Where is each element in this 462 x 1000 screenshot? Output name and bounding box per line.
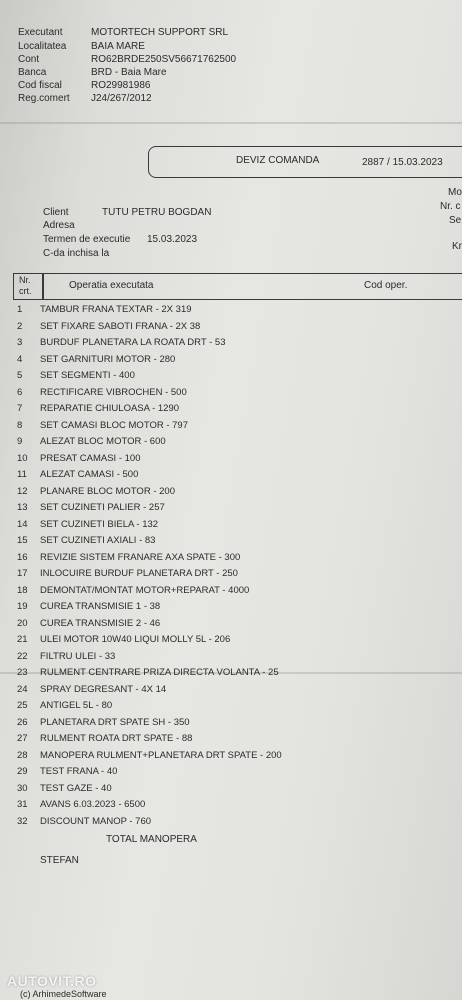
row-operation: PLANETARA DRT SPATE SH - 350: [40, 716, 190, 728]
row-number: 14: [17, 518, 28, 530]
table-row: [0, 684, 462, 698]
row-number: 8: [17, 419, 23, 431]
row-operation: RECTIFICARE VIBROCHEN - 500: [40, 386, 187, 398]
row-operation: ALEZAT CAMASI - 500: [40, 469, 139, 480]
col-nr-label: crt.: [19, 286, 32, 296]
row-number: 29: [17, 766, 28, 777]
table-row: [0, 321, 462, 335]
table-row: [0, 733, 462, 747]
row-number: 3: [17, 337, 23, 348]
issuer-value: BAIA MARE: [91, 41, 145, 52]
issuer-value: J24/267/2012: [91, 93, 152, 104]
client-label: Client: [43, 207, 69, 218]
row-number: 22: [17, 650, 28, 662]
row-operation: FILTRU ULEI - 33: [40, 650, 116, 662]
row-operation: RULMENT ROATA DRT SPATE - 88: [40, 733, 193, 744]
table-row: [0, 469, 462, 483]
row-number: 10: [17, 452, 28, 464]
table-row: [0, 717, 462, 731]
row-operation: SET CUZINETI PALIER - 257: [40, 502, 165, 513]
issuer-label: Reg.comert: [18, 93, 70, 104]
issuer-label: Localitatea: [18, 41, 67, 52]
client-name: TUTU PETRU BOGDAN: [102, 207, 212, 218]
paper-fold: [0, 122, 462, 124]
row-operation: SET GARNITURI MOTOR - 280: [40, 353, 176, 365]
row-number: 4: [17, 353, 23, 365]
row-number: 26: [17, 716, 28, 728]
table-row: [0, 453, 462, 467]
issuer-label: Cont: [18, 54, 40, 65]
row-operation: SET CUZINETI BIELA - 132: [40, 518, 159, 530]
issuer-value: RO29981986: [91, 80, 151, 91]
autovit-watermark: AUTOVIT.RO: [7, 973, 97, 989]
column-separator: [42, 274, 44, 299]
table-row: [0, 354, 462, 368]
row-operation: REVIZIE SISTEM FRANARE AXA SPATE - 300: [40, 551, 241, 563]
table-row: [0, 766, 462, 780]
row-number: 28: [17, 749, 28, 761]
table-row: [0, 519, 462, 533]
row-number: 32: [17, 815, 28, 827]
signature-name: STEFAN: [40, 855, 79, 866]
row-number: 17: [17, 568, 28, 579]
cut-off-label: Mo: [448, 187, 462, 198]
term-label: Termen de executie: [43, 234, 131, 245]
deviz-title: DEVIZ COMANDA: [236, 155, 320, 166]
row-number: 30: [17, 782, 28, 794]
row-operation: ANTIGEL 5L - 80: [40, 700, 113, 711]
row-operation: REPARATIE CHIULOASA - 1290: [40, 403, 180, 414]
row-number: 18: [17, 584, 28, 596]
table-row: [0, 651, 462, 665]
row-number: 16: [17, 551, 28, 563]
table-row: [0, 370, 462, 384]
table-row: [0, 816, 462, 830]
total-labor-label: TOTAL MANOPERA: [106, 834, 197, 845]
table-row: [0, 799, 462, 813]
col-code-label: Cod oper.: [364, 280, 408, 291]
table-row: [0, 486, 462, 500]
cut-off-label: Kr: [452, 241, 462, 252]
cut-off-label: Se: [449, 215, 462, 226]
table-row: [0, 387, 462, 401]
software-credit: (c) ArhimedeSoftware: [20, 989, 107, 999]
deviz-number-date: 2887 / 15.03.2023: [362, 157, 443, 168]
col-nr-label: Nr.: [19, 275, 31, 285]
table-row: [0, 568, 462, 582]
table-row: [0, 585, 462, 599]
term-value: 15.03.2023: [147, 234, 198, 245]
row-number: 27: [17, 733, 28, 744]
row-number: 24: [17, 683, 28, 695]
issuer-value: MOTORTECH SUPPORT SRL: [91, 27, 229, 38]
row-number: 1: [17, 304, 23, 315]
row-number: 15: [17, 535, 28, 546]
row-number: 23: [17, 667, 28, 678]
col-operation-label: Operatia executata: [69, 280, 154, 291]
issuer-value: RO62BRDE250SV56671762500: [91, 54, 237, 65]
row-number: 25: [17, 700, 28, 711]
issuer-label: Cod fiscal: [18, 80, 62, 91]
table-row: [0, 634, 462, 648]
table-row: [0, 618, 462, 632]
table-row: [0, 667, 462, 681]
table-row: [0, 420, 462, 434]
row-operation: SPRAY DEGRESANT - 4X 14: [40, 683, 167, 695]
table-row: [0, 436, 462, 450]
row-operation: PRESAT CAMASI - 100: [40, 452, 141, 464]
table-row: [0, 304, 462, 318]
table-row: [0, 502, 462, 516]
row-number: 21: [17, 634, 28, 645]
cut-off-label: Nr. c: [440, 201, 461, 212]
row-number: 12: [17, 485, 28, 497]
row-number: 5: [17, 370, 23, 381]
order-closed-label: C-da inchisa la: [43, 248, 110, 259]
row-operation: DISCOUNT MANOP - 760: [40, 815, 152, 827]
table-row: [0, 750, 462, 764]
row-operation: TEST GAZE - 40: [40, 782, 112, 794]
issuer-label: Banca: [18, 67, 47, 78]
row-number: 6: [17, 386, 23, 398]
row-operation: PLANARE BLOC MOTOR - 200: [40, 485, 175, 497]
issuer-label: Executant: [18, 27, 63, 38]
table-row: [0, 601, 462, 615]
table-row: [0, 535, 462, 549]
row-operation: SET FIXARE SABOTI FRANA - 2X 38: [40, 320, 201, 332]
row-number: 31: [17, 799, 28, 810]
row-operation: AVANS 6.03.2023 - 6500: [40, 799, 146, 810]
table-row: [0, 700, 462, 714]
row-operation: CUREA TRANSMISIE 2 - 46: [40, 617, 161, 629]
row-operation: CUREA TRANSMISIE 1 - 38: [40, 601, 161, 612]
row-operation: RULMENT CENTRARE PRIZA DIRECTA VOLANTA - 25: [40, 667, 279, 678]
row-operation: SET SEGMENTI - 400: [40, 370, 135, 381]
row-operation: BURDUF PLANETARA LA ROATA DRT - 53: [40, 337, 226, 348]
row-operation: DEMONTAT/MONTAT MOTOR+REPARAT - 4000: [40, 584, 250, 596]
address-label: Adresa: [43, 220, 75, 231]
row-number: 9: [17, 436, 23, 447]
row-number: 13: [17, 502, 28, 513]
row-number: 7: [17, 403, 23, 414]
row-number: 20: [17, 617, 28, 629]
row-number: 19: [17, 601, 28, 612]
row-operation: SET CAMASI BLOC MOTOR - 797: [40, 419, 188, 431]
row-operation: MANOPERA RULMENT+PLANETARA DRT SPATE - 200: [40, 749, 282, 761]
table-row: [0, 783, 462, 797]
issuer-value: BRD - Baia Mare: [91, 67, 167, 78]
table-row: [0, 403, 462, 417]
row-operation: ALEZAT BLOC MOTOR - 600: [40, 436, 166, 447]
row-operation: TAMBUR FRANA TEXTAR - 2X 319: [40, 304, 192, 315]
row-operation: SET CUZINETI AXIALI - 83: [40, 535, 156, 546]
row-operation: INLOCUIRE BURDUF PLANETARA DRT - 250: [40, 568, 238, 579]
row-operation: TEST FRANA - 40: [40, 766, 118, 777]
row-number: 11: [17, 469, 27, 480]
table-row: [0, 552, 462, 566]
row-number: 2: [17, 320, 23, 332]
table-row: [0, 337, 462, 351]
row-operation: ULEI MOTOR 10W40 LIQUI MOLLY 5L - 206: [40, 634, 231, 645]
